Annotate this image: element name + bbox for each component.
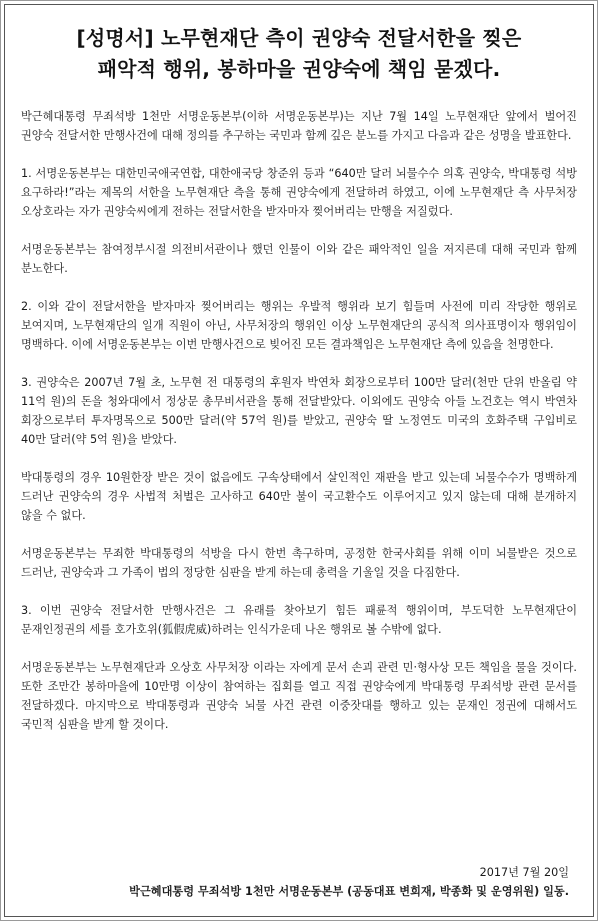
paragraph-intro: 박근혜대통령 무죄석방 1천만 서명운동본부(이하 서명운동본부)는 지난 7월 14일 노무현재단 앞에서 벌어진 권양숙 전달서한 만행사건에 대해 정의를 추구하는 국민과 함께 깊은 분노를 가지고 다음과 같은 성명을 발표한다.	[21, 110, 577, 142]
statement-date: 2017년 7월 20일	[479, 866, 569, 879]
paragraph-closing: 서명운동본부는 노무현재단과 오상호 사무처장 이라는 자에게 문서 손괴 관련 민·형사상 모든 책임을 물을 것이다. 또한 조만간 봉하마을에 10만명 이상이 참여하는 집회를 열고 직접 권양숙에게 박대통령 무죄석방 관련 문서를 전달하겠다. 마지막으로 박대통령과 권양숙 뇌물 사건 관련 이중잣대를 행하고 있는 문재인 정권에 대해서도 국민적 심판을 받게 할 것이다.	[21, 661, 577, 731]
paragraph-anger: 서명운동본부는 참여정부시절 의전비서관이나 했던 인물이 이와 같은 패악적인 일을 저지른데 대해 국민과 함께 분노한다.	[21, 243, 577, 275]
statement-title	[11, 23, 587, 85]
paragraph-point-3: 3. 권양숙은 2007년 7월 초, 노무현 전 대통령의 후원자 박연차 회장으로부터 100만 달러(천만 단위 반올림 약 11억 원)의 돈을 청와대에서 정상문 총무비서관을 통해 전달받았다. 이외에도 권양숙 아들 노건호는 역시 박연차 회장으로부터 투자명목으로 500만 달러(약 57억 원)를 받았고, 권양숙 딸 노정연도 미국의 호화주택 구입비로 40만 달러(약 5억 원)을 받았다.	[21, 376, 577, 446]
paragraph-point-2: 2. 이와 같이 전달서한을 받자마자 찢어버리는 행위는 우발적 행위라 보기 힘들며 사전에 미리 작당한 행위로 보여지며, 노무현재단의 일개 직원이 아닌, 사무처장의 행위인 이상 노무현재단의 공식적 의사표명이자 행위임이 명백하다. 이에 서명운동본부는 이번 만행사건으로 빚어진 모든 결과책임은 노무현재단 측에 있음을 천명한다.	[21, 300, 577, 351]
paragraph-point-3b: 3. 이번 권양숙 전달서한 만행사건은 그 유래를 찾아보기 힘든 패륜적 행위이며, 부도덕한 노무현재단이 문재인정권의 세를 호가호위(狐假虎威)하려는 인식가운데 나온 행위로 볼 수밖에 없다.	[21, 604, 577, 636]
title-line-2: 패악적 행위, 봉하마을 권양숙에 책임 묻겠다.	[97, 57, 501, 81]
statement-body	[21, 107, 577, 753]
signing-organization: 박근혜대통령 무죄석방 1천만 서명운동본부 (공동대표 변희재, 박종화 및 운영위원) 일동.	[129, 885, 569, 898]
paragraph-pledge: 서명운동본부는 무죄한 박대통령의 석방을 다시 한번 촉구하며, 공정한 한국사회를 위해 이미 뇌물받은 것으로 드러난, 권양숙과 그 가족이 법의 정당한 심판을 받게 하는데 총력을 기울일 것을 다짐한다.	[21, 547, 577, 579]
signature-block	[129, 863, 569, 901]
paragraph-comparison: 박대통령의 경우 10원한장 받은 것이 없음에도 구속상태에서 살인적인 재판을 받고 있는데 뇌물수수가 명백하게 드러난 권양숙의 경우 사법적 처벌은 고사하고 640만 불이 국고환수도 이루어지고 있지 않는데 대해 분개하지 않을 수 없다.	[21, 471, 577, 522]
title-line-1: [성명서] 노무현재단 측이 권양숙 전달서한을 찢은	[76, 26, 522, 50]
paragraph-point-1: 1. 서명운동본부는 대한민국애국연합, 대한애국당 창준위 등과 “640만 달러 뇌물수수 의혹 권양숙, 박대통령 석방 요구하라!”라는 제목의 서한을 노무현재단 측을 통해 권양숙에게 전달하려 하였고, 이에 노무현재단 측 사무처장 오상호라는 자가 권양숙씨에게 전하는 전달서한을 받자마자 찢어버리는 만행을 저질렀다.	[21, 167, 577, 218]
